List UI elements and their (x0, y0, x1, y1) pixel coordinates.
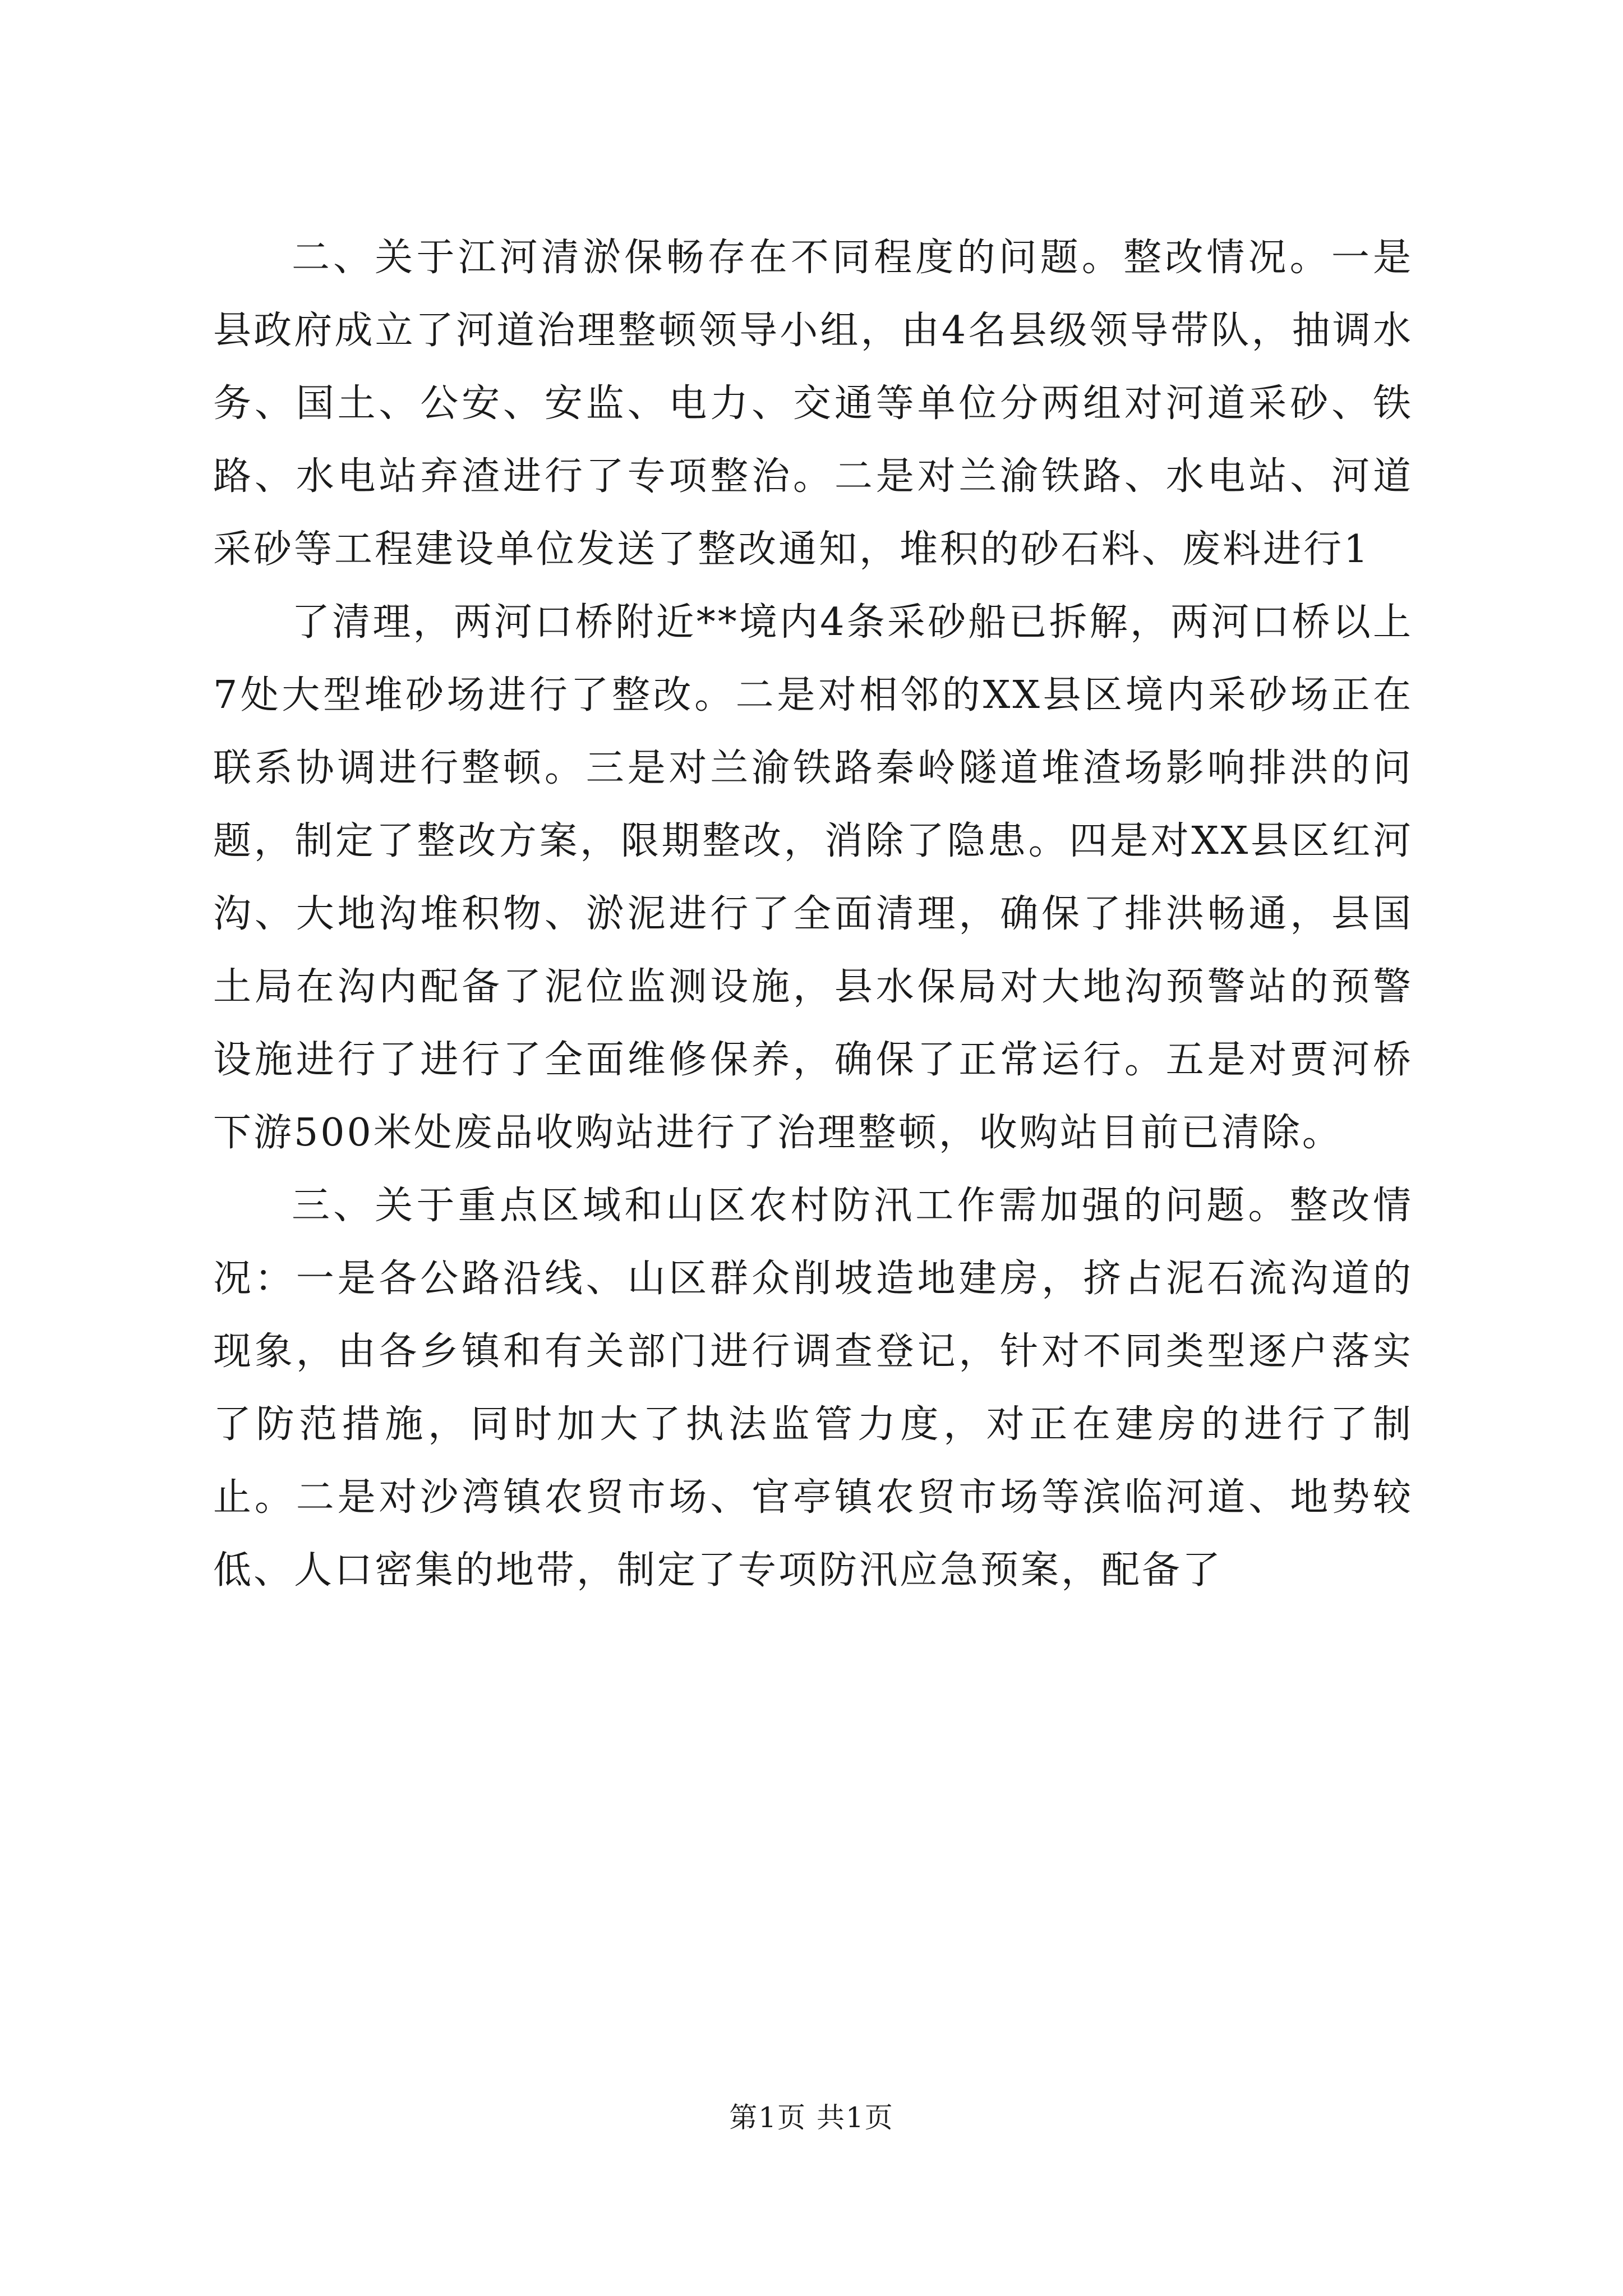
paragraph-cleanup-continued: 了清理，两河口桥附近**境内4条采砂船已拆解，两河口桥以上7处大型堆砂场进行了整改。二是对相邻的XX县区境内采砂场正在联系协调进行整顿。三是对兰渝铁路秦岭隧道堆渣场影响排洪的问题，制定了整改方案，限期整改，消除了隐患。四是对XX县区红河沟、大地沟堆积物、淤泥进行了全面清理，确保了排洪畅通，县国土局在沟内配备了泥位监测设施，县水保局对大地沟预警站的预警设施进行了进行了全面维修保养，确保了正常运行。五是对贾河桥下游500米处废品收购站进行了治理整顿，收购站目前已清除。 (213, 600, 1413, 1155)
page-footer: 第1页 共1页 (729, 2101, 894, 2134)
paragraph-flood-prevention: 三、关于重点区域和山区农村防汛工作需加强的问题。整改情况：一是各公路沿线、山区群众削坡造地建房，挤占泥石流沟道的现象，由各乡镇和有关部门进行调查登记，针对不同类型逐户落实了防范措施，同时加大了执法监管力度，对正在建房的进行了制止。二是对沙湾镇农贸市场、官亭镇农贸市场等滨临河道、地势较低、人口密集的地带，制定了专项防汛应急预案，配备了 (213, 1184, 1413, 1593)
document-body (213, 222, 1413, 1607)
paragraph-river-dredging: 二、关于江河清淤保畅存在不同程度的问题。整改情况。一是县政府成立了河道治理整顿领导小组，由4名县级领导带队，抽调水务、国土、公安、安监、电力、交通等单位分两组对河道采砂、铁路、水电站弃渣进行了专项整治。二是对兰渝铁路、水电站、河道采砂等工程建设单位发送了整改通知，堆积的砂石料、废料进行1 (213, 236, 1413, 572)
